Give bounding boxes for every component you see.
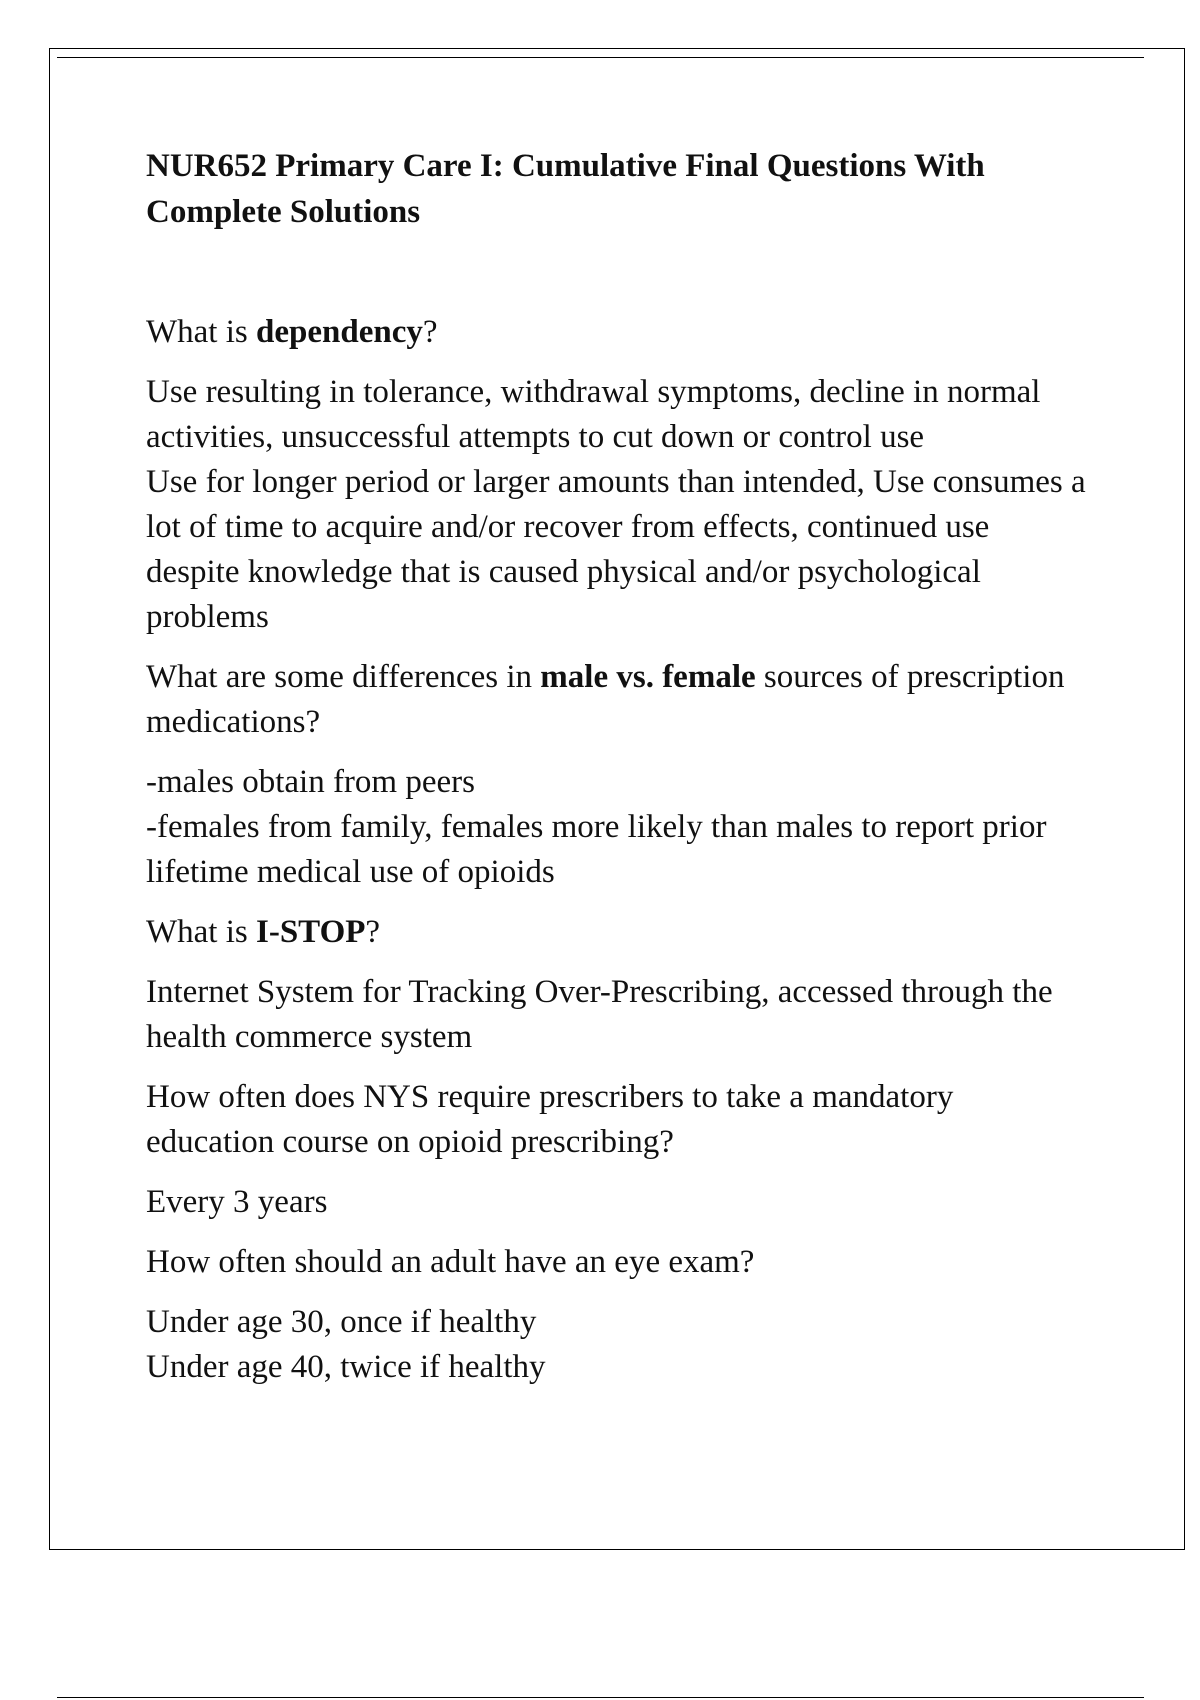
qa-item-male-vs-female: [146, 655, 1086, 895]
answer-line: -males obtain from peers: [146, 764, 475, 800]
qa-item-nys-course: [146, 1075, 1086, 1225]
answer: [146, 970, 1086, 1060]
answer-line: Under age 40, twice if healthy: [146, 1349, 546, 1385]
qa-item-i-stop: [146, 910, 1086, 1060]
answer-line: -females from family, females more likely than males to report prior lifetime medical use of opioids: [146, 809, 1047, 890]
document-title: NUR652 Primary Care I: Cumulative Final Questions With Complete Solutions: [146, 148, 985, 230]
qa-item-dependency: [146, 310, 1086, 640]
question: What are some differences in male vs. female sources of prescription medications?: [146, 659, 1065, 740]
answer: [146, 1180, 1086, 1225]
question: How often does NYS require prescribers to take a mandatory education course on opioid prescribing?: [146, 1079, 954, 1160]
answer-line: Use for longer period or larger amounts than intended, Use consumes a lot of time to acquire and/or recover from effects, continued use despite knowledge that is caused physical and/or psychological problems: [146, 464, 1086, 635]
question: What is I-STOP?: [146, 914, 381, 950]
question: What is dependency?: [146, 314, 438, 350]
document-body: [146, 143, 1086, 1405]
next-page-top-rule: [57, 1697, 1144, 1698]
answer-line: Internet System for Tracking Over-Prescribing, accessed through the health commerce system: [146, 974, 1053, 1055]
top-rule: [57, 57, 1144, 58]
answer-line: Use resulting in tolerance, withdrawal symptoms, decline in normal activities, unsuccessful attempts to cut down or control use: [146, 374, 1041, 455]
answer: [146, 760, 1086, 895]
answer: [146, 370, 1086, 640]
answer-line: Under age 30, once if healthy: [146, 1304, 537, 1340]
answer: [146, 1300, 1086, 1390]
question: How often should an adult have an eye exam?: [146, 1244, 755, 1280]
qa-item-eye-exam: [146, 1240, 1086, 1390]
answer-line: Every 3 years: [146, 1184, 328, 1220]
